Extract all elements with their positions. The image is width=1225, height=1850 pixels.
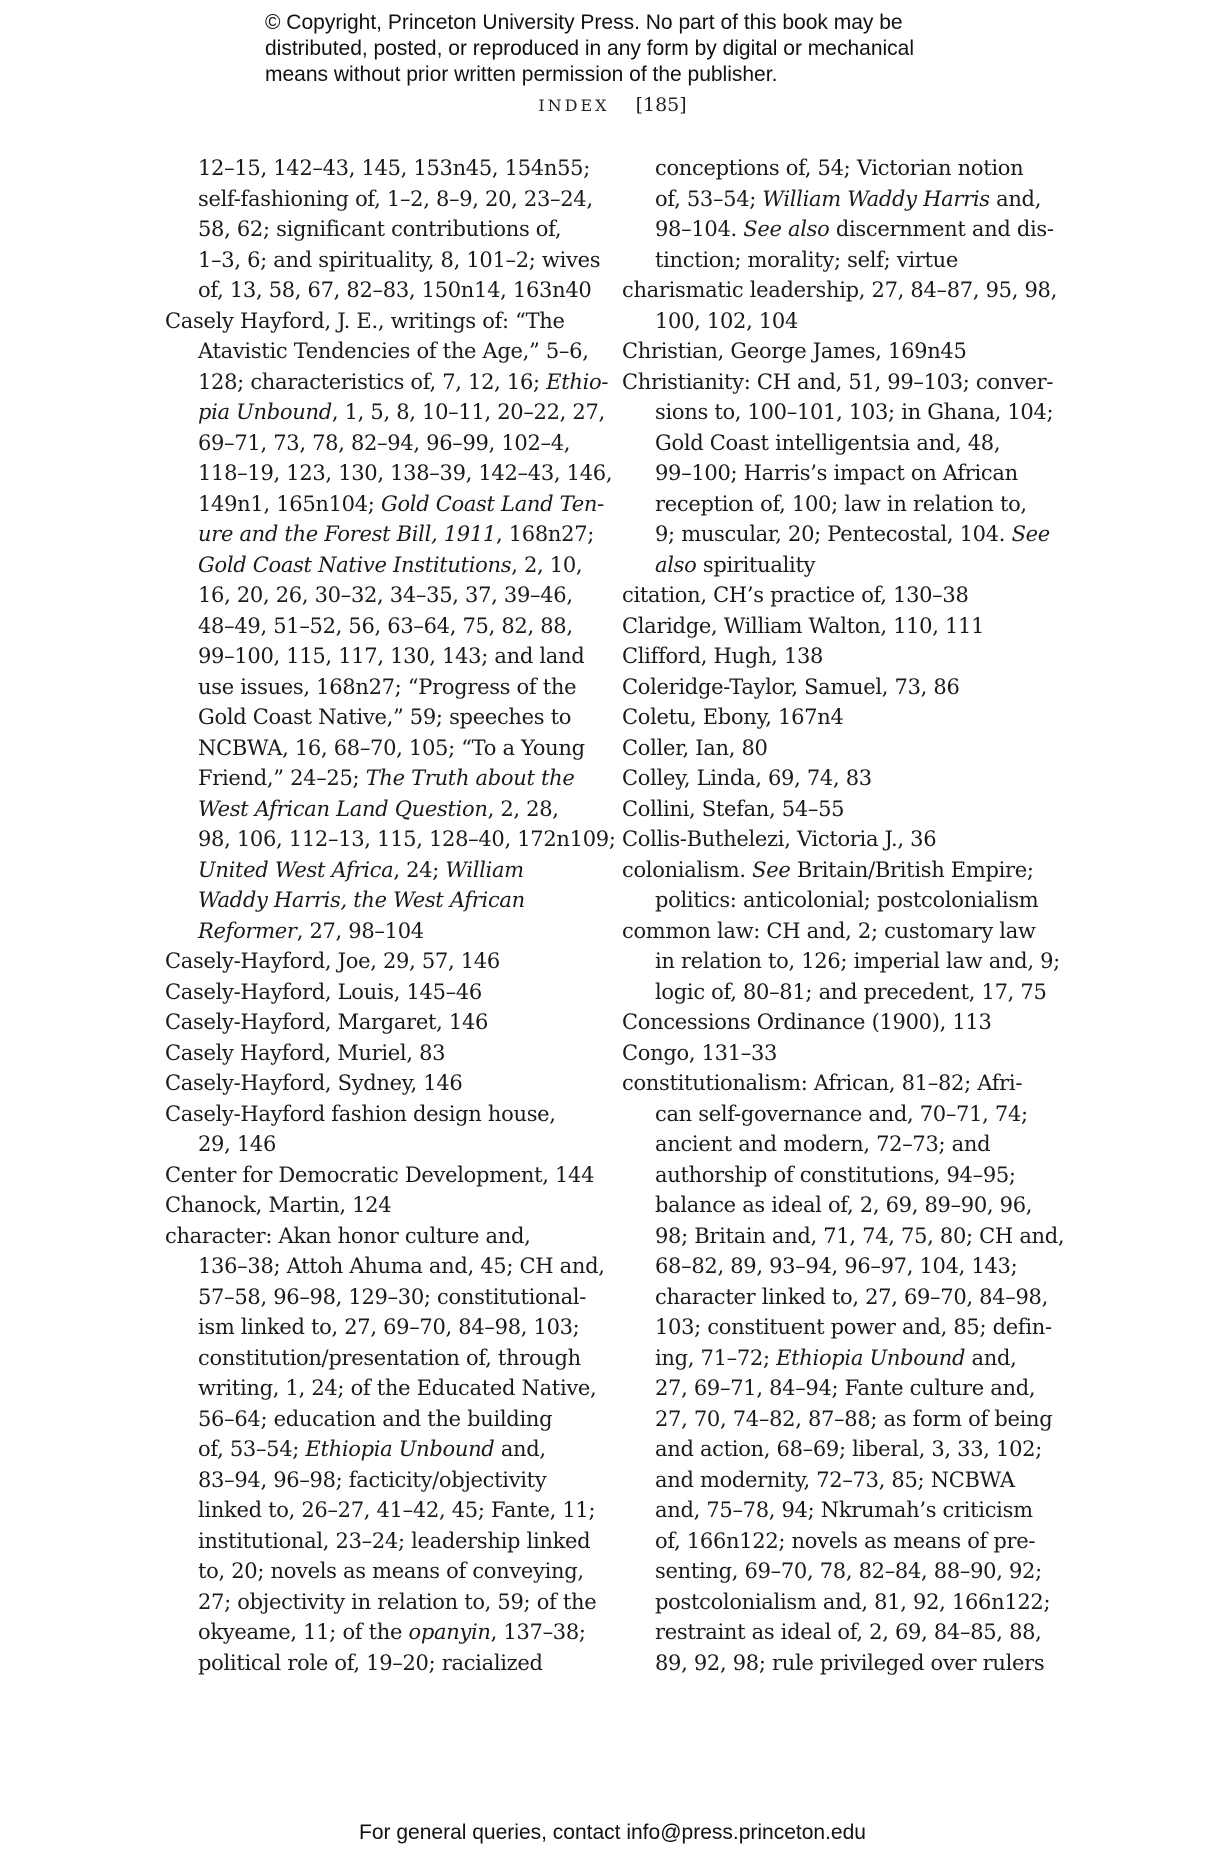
- index-entry-line: Casely-Hayford, Margaret, 146: [165, 1010, 489, 1034]
- index-entry-line: Casely-Hayford, Louis, 145–46: [165, 979, 482, 1004]
- index-entry-line: Casely-Hayford, Sydney, 146: [165, 1071, 463, 1095]
- index-continuation-line: senting, 69–70, 78, 82–84, 88–90, 92;: [655, 1559, 1042, 1583]
- index-continuation-line: 149n1, 165n104; Gold Coast Land Ten-: [198, 491, 604, 516]
- index-continuation-line: 100, 102, 104: [655, 308, 799, 333]
- index-column-left: [165, 153, 616, 1678]
- index-continuation-line: pia Unbound, 1, 5, 8, 10–11, 20–22, 27,: [198, 400, 605, 424]
- running-head: [0, 94, 1225, 116]
- index-continuation-line: 27, 69–71, 84–94; Fante culture and,: [655, 1376, 1036, 1400]
- index-continuation-line: institutional, 23–24; leadership linked: [198, 1528, 591, 1553]
- index-continuation-line: 99–100, 115, 117, 130, 143; and land: [198, 644, 585, 668]
- index-entry-line: Casely-Hayford, Joe, 29, 57, 146: [165, 949, 500, 973]
- index-continuation-line: 99–100; Harris’s impact on African: [655, 461, 1018, 485]
- index-continuation-line: and modernity, 72–73, 85; NCBWA: [655, 1467, 1015, 1492]
- index-entry-line: Coleridge-Taylor, Samuel, 73, 86: [622, 674, 960, 699]
- index-continuation-line: tinction; morality; self; virtue: [655, 247, 958, 272]
- index-continuation-line: 98–104. See also discernment and dis-: [655, 217, 1054, 241]
- index-continuation-line: conceptions of, 54; Victorian notion: [655, 156, 1024, 180]
- index-continuation-line: postcolonialism and, 81, 92, 166n122;: [655, 1589, 1051, 1614]
- index-entry-line: Coletu, Ebony, 167n4: [622, 705, 844, 729]
- index-continuation-line: and action, 68–69; liberal, 3, 33, 102;: [655, 1437, 1042, 1461]
- index-entry-line: character: Akan honor culture and,: [165, 1223, 531, 1248]
- index-continuation-line: politics: anticolonial; postcolonialism: [655, 888, 1039, 912]
- index-continuation-line: in relation to, 126; imperial law and, 9;: [655, 949, 1060, 973]
- index-entry-line: Chanock, Martin, 124: [165, 1193, 392, 1217]
- index-continuation-line: 83–94, 96–98; facticity/objectivity: [198, 1467, 547, 1492]
- index-continuation-line: 27, 70, 74–82, 87–88; as form of being: [655, 1406, 1053, 1431]
- index-continuation-line: 56–64; education and the building: [198, 1406, 553, 1431]
- index-continuation-line: can self-governance and, 70–71, 74;: [655, 1101, 1028, 1126]
- index-entry-line: Casely-Hayford fashion design house,: [165, 1101, 556, 1126]
- copyright-line: means without prior written permission of the publisher.: [265, 63, 778, 86]
- index-continuation-line: NCBWA, 16, 68–70, 105; “To a Young: [198, 735, 585, 760]
- index-entry-line: Congo, 131–33: [622, 1040, 778, 1065]
- index-continuation-line: use issues, 168n27; “Progress of the: [198, 674, 577, 699]
- index-continuation-line: linked to, 26–27, 41–42, 45; Fante, 11;: [198, 1498, 596, 1522]
- index-continuation-line: authorship of constitutions, 94–95;: [655, 1162, 1016, 1187]
- index-continuation-line: 12–15, 142–43, 145, 153n45, 154n55;: [198, 156, 590, 180]
- index-continuation-line: of, 13, 58, 67, 82–83, 150n14, 163n40: [198, 278, 592, 302]
- index-continuation-line: 69–71, 73, 78, 82–94, 96–99, 102–4,: [198, 430, 571, 455]
- index-continuation-line: 57–58, 96–98, 129–30; constitutional-: [198, 1284, 587, 1309]
- index-entry-line: Coller, Ian, 80: [622, 735, 768, 760]
- index-entry-line: citation, CH’s practice of, 130–38: [622, 583, 969, 607]
- index-continuation-line: reception of, 100; law in relation to,: [655, 491, 1027, 516]
- index-entry-line: Concessions Ordinance (1900), 113: [622, 1010, 992, 1034]
- index-entry-line: Casely Hayford, J. E., writings of: “The: [165, 308, 565, 333]
- index-continuation-line: Reformer, 27, 98–104: [198, 918, 424, 943]
- index-continuation-line: of, 53–54; Ethiopia Unbound and,: [198, 1437, 546, 1461]
- index-continuation-line: constitution/presentation of, through: [198, 1345, 581, 1370]
- index-continuation-line: 58, 62; significant contributions of,: [198, 217, 562, 241]
- index-continuation-line: Friend,” 24–25; The Truth about the: [198, 766, 575, 790]
- index-entry-line: constitutionalism: African, 81–82; Afri-: [622, 1071, 1023, 1095]
- index-entry-line: Clifford, Hugh, 138: [622, 644, 824, 668]
- running-head-label: INDEX: [538, 96, 610, 115]
- index-continuation-line: writing, 1, 24; of the Educated Native,: [198, 1376, 597, 1400]
- index-continuation-line: 89, 92, 98; rule privileged over rulers: [655, 1650, 1045, 1675]
- index-continuation-line: Atavistic Tendencies of the Age,” 5–6,: [198, 339, 589, 363]
- index-entry-line: Colley, Linda, 69, 74, 83: [622, 766, 872, 790]
- index-continuation-line: ancient and modern, 72–73; and: [655, 1132, 991, 1156]
- index-continuation-line: United West Africa, 24; William: [198, 857, 524, 882]
- footer-contact: For general queries, contact info@press.princeton.edu: [359, 1821, 866, 1844]
- index-entry-line: Center for Democratic Development, 144: [165, 1162, 595, 1187]
- copyright-line: © Copyright, Princeton University Press. No part of this book may be: [265, 11, 903, 34]
- index-continuation-line: also spirituality: [655, 552, 816, 577]
- index-continuation-line: 98; Britain and, 71, 74, 75, 80; CH and,: [655, 1223, 1065, 1248]
- index-continuation-line: political role of, 19–20; racialized: [198, 1650, 543, 1675]
- index-continuation-line: 9; muscular, 20; Pentecostal, 104. See: [655, 522, 1050, 546]
- index-entry-line: colonialism. See Britain/British Empire;: [622, 857, 1034, 882]
- index-continuation-line: of, 53–54; William Waddy Harris and,: [655, 186, 1042, 211]
- copyright-line: distributed, posted, or reproduced in any form by digital or mechanical: [265, 37, 915, 60]
- index-entry-line: Claridge, William Walton, 110, 111: [622, 613, 985, 638]
- index-continuation-line: and, 75–78, 94; Nkrumah’s criticism: [655, 1498, 1033, 1522]
- index-entry-line: Collini, Stefan, 54–55: [622, 796, 845, 821]
- index-continuation-line: ism linked to, 27, 69–70, 84–98, 103;: [198, 1315, 580, 1339]
- index-continuation-line: 16, 20, 26, 30–32, 34–35, 37, 39–46,: [198, 583, 573, 607]
- index-continuation-line: sions to, 100–101, 103; in Ghana, 104;: [655, 400, 1054, 424]
- index-continuation-line: 128; characteristics of, 7, 12, 16; Ethio-: [198, 369, 609, 394]
- index-continuation-line: Gold Coast Native Institutions, 2, 10,: [198, 552, 583, 577]
- index-continuation-line: logic of, 80–81; and precedent, 17, 75: [655, 979, 1047, 1004]
- index-continuation-line: self-fashioning of, 1–2, 8–9, 20, 23–24,: [198, 186, 593, 211]
- index-continuation-line: 118–19, 123, 130, 138–39, 142–43, 146,: [198, 461, 613, 485]
- index-entry-line: charismatic leadership, 27, 84–87, 95, 98,: [622, 278, 1057, 302]
- page-number: [185]: [635, 94, 687, 116]
- index-continuation-line: 1–3, 6; and spirituality, 8, 101–2; wives: [198, 247, 601, 272]
- copyright-notice: [265, 10, 1025, 88]
- index-continuation-line: 136–38; Attoh Ahuma and, 45; CH and,: [198, 1254, 605, 1278]
- index-continuation-line: Gold Coast intelligentsia and, 48,: [655, 430, 1001, 455]
- index-continuation-line: ing, 71–72; Ethiopia Unbound and,: [655, 1345, 1017, 1370]
- index-continuation-line: 48–49, 51–52, 56, 63–64, 75, 82, 88,: [198, 613, 573, 638]
- index-continuation-line: West African Land Question, 2, 28,: [198, 796, 559, 821]
- index-column-right: [622, 153, 1065, 1678]
- index-continuation-line: 103; constituent power and, 85; defin-: [655, 1315, 1052, 1339]
- index-continuation-line: of, 166n122; novels as means of pre-: [655, 1528, 1036, 1553]
- index-continuation-line: ure and the Forest Bill, 1911, 168n27;: [198, 522, 595, 546]
- index-entry-line: Collis-Buthelezi, Victoria J., 36: [622, 827, 937, 851]
- index-continuation-line: 68–82, 89, 93–94, 96–97, 104, 143;: [655, 1254, 1018, 1278]
- index-entry-line: Casely Hayford, Muriel, 83: [165, 1040, 446, 1065]
- index-continuation-line: Gold Coast Native,” 59; speeches to: [198, 705, 572, 729]
- index-continuation-line: okyeame, 11; of the opanyin, 137–38;: [198, 1620, 586, 1644]
- index-continuation-line: 27; objectivity in relation to, 59; of the: [198, 1589, 597, 1614]
- index-continuation-line: 98, 106, 112–13, 115, 128–40, 172n109;: [198, 827, 616, 851]
- index-continuation-line: character linked to, 27, 69–70, 84–98,: [655, 1284, 1048, 1309]
- index-entry-line: Christian, George James, 169n45: [622, 339, 967, 363]
- index-continuation-line: restraint as ideal of, 2, 69, 84–85, 88,: [655, 1620, 1042, 1644]
- index-continuation-line: balance as ideal of, 2, 69, 89–90, 96,: [655, 1193, 1033, 1217]
- index-continuation-line: 29, 146: [198, 1132, 277, 1156]
- index-continuation-line: Waddy Harris, the West African: [198, 888, 525, 912]
- index-entry-line: common law: CH and, 2; customary law: [622, 918, 1036, 943]
- index-entry-line: Christianity: CH and, 51, 99–103; conver-: [622, 369, 1054, 394]
- index-continuation-line: to, 20; novels as means of conveying,: [198, 1559, 584, 1583]
